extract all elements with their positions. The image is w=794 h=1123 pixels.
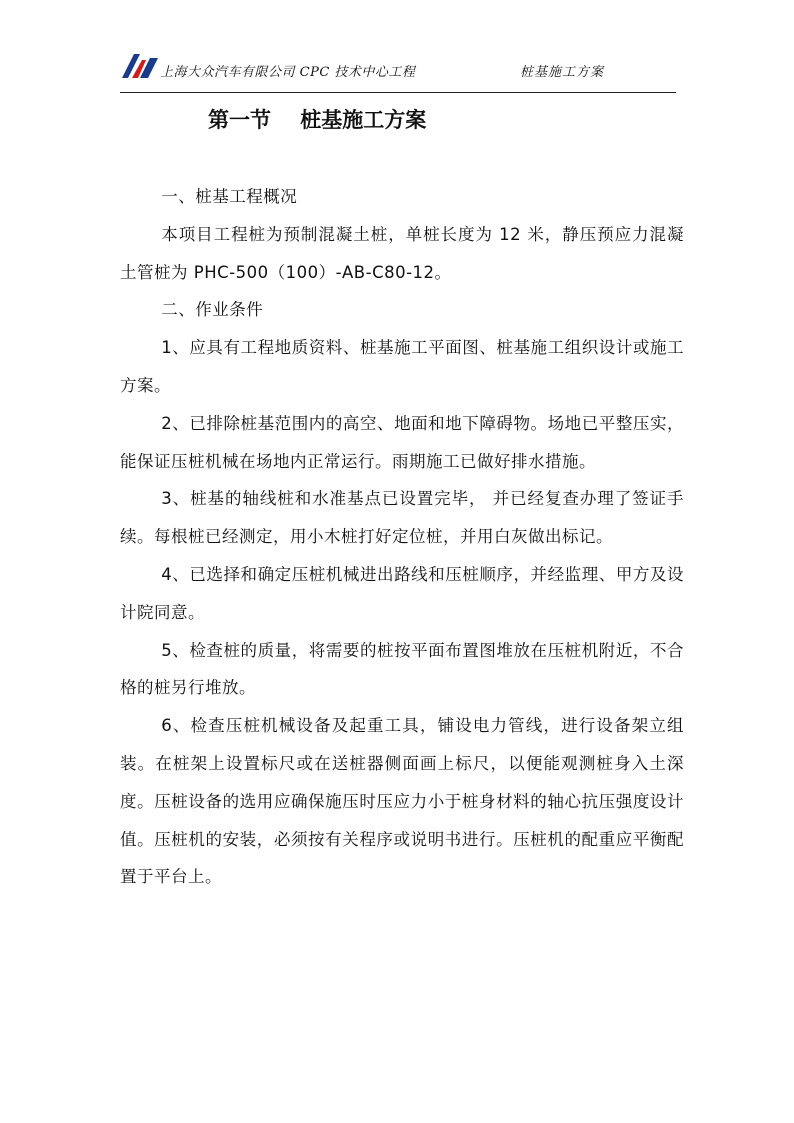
paragraph-condition-2: 2、已排除桩基范围内的高空、地面和地下障碍物。场地已平整压实，能保证压桩机械在场地内正常运行。雨期施工已做好排水措施。 [120, 413, 684, 471]
header-doc-title: 桩基施工方案 [520, 65, 605, 80]
section-title: 第一节 桩基施工方案 [208, 107, 427, 132]
document-body [120, 178, 684, 896]
paragraph-condition-1: 1、应具有工程地质资料、桩基施工平面图、桩基施工组织设计或施工方案。 [120, 338, 684, 395]
paragraph-condition-6: 6、检查压桩机械设备及起重工具，铺设电力管线，进行设备架立组装。在桩架上设置标尺或在送桩器侧面画上标尺，以便能观测桩身入土深度。压桩设备的选用应确保施压时压应力小于桩身材料的轴心抗压强度设计值。压桩机的安装，必须按有关程序或说明书进行。压桩机的配重应平衡配置于平台上。 [120, 716, 684, 887]
paragraph-overview: 本项目工程桩为预制混凝土桩，单桩长度为 12 米，静压预应力混凝土管桩为 PHC-500（100）-AB-C80-12。 [120, 224, 684, 282]
company-logo [120, 52, 160, 80]
paragraph-condition-5: 5、检查桩的质量，将需要的桩按平面布置图堆放在压桩机附近，不合格的桩另行堆放。 [120, 640, 684, 698]
paragraph-condition-3: 3、桩基的轴线桩和水准基点已设置完毕， 并已经复查办理了签证手续。每根桩已经测定，用小木桩打好定位桩，并用白灰做出标记。 [120, 489, 684, 547]
page-header [120, 48, 676, 93]
paragraph-condition-4: 4、已选择和确定压桩机械进出路线和压桩顺序，并经监理、甲方及设计院同意。 [120, 564, 684, 622]
company-name: 上海大众汽车有限公司 CPC 技术中心工程 [160, 65, 416, 80]
heading-conditions: 二、作业条件 [161, 300, 264, 320]
heading-overview: 一、桩基工程概况 [161, 187, 298, 206]
